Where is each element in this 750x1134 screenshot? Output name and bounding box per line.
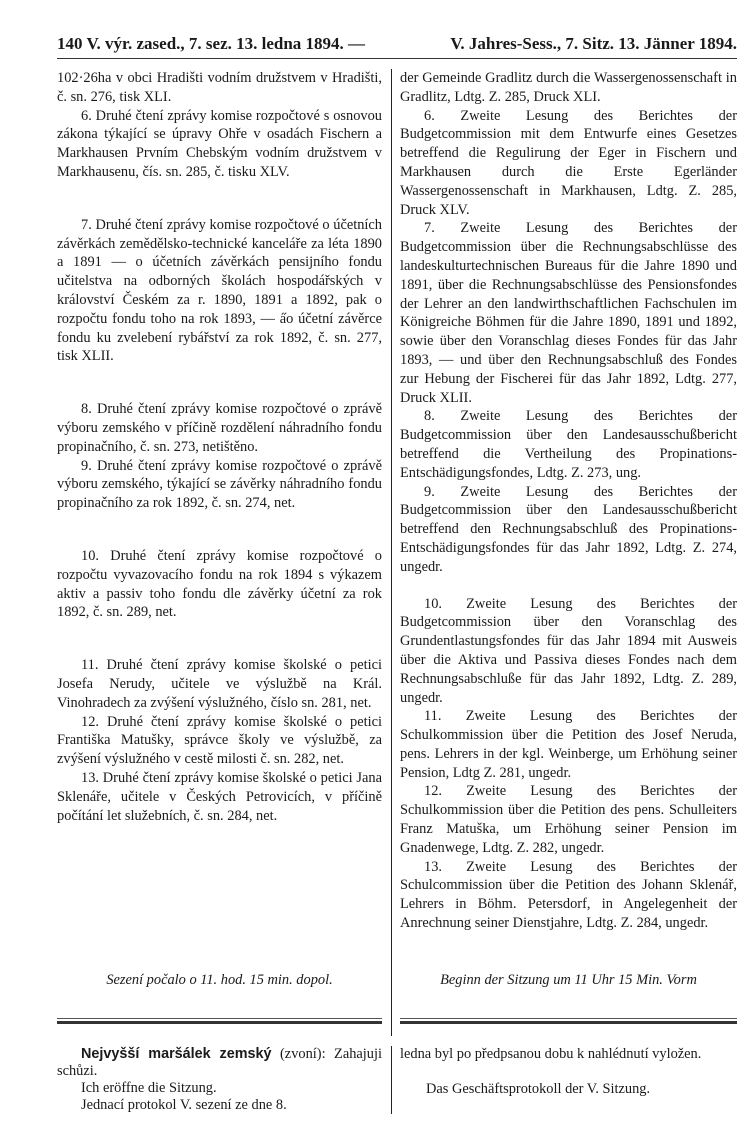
left-column: [57, 69, 382, 1036]
left-item-13: 13. Druhé čtení zprávy komise školské o petici Jana Sklenáře, učitele v Českých Petrovicích, v příčině počítání let služebních, č. sn. 284, net.: [57, 769, 382, 824]
session-start-cz: Sezení počalo o 11. hod. 15 min. dopol.: [106, 971, 333, 988]
right-paragraph-cont: der Gemeinde Gradlitz durch die Wassergenossenschaft in Gradlitz, Ldtg. Z. 285, Druck XLI.: [400, 70, 737, 105]
german-opening: Ich eröffne die Sitzung.: [81, 1079, 217, 1096]
header-czech: 140 V. výr. zased., 7. sez. 13. ledna 1894. —: [57, 34, 366, 53]
page-header: [57, 34, 737, 59]
right-item-8: 8. Zweite Lesung des Berichtes der Budgetcommission über den Landesausschußbericht betreffend die Vertheilung des Propinations-Entschädigungsfondes, Ldtg. Z. 273, ung.: [400, 408, 737, 481]
section-rule-left: [57, 1018, 382, 1024]
right-column: [400, 69, 737, 1036]
right-item-9: 9. Zweite Lesung des Berichtes der Budgetcommission über den Landesausschußbericht betreffend den Rechnungsabschluß des Propinations-Entschädigungsfondes für das Jahr 1892, Ldtg. Z. 274, ungedr.: [400, 483, 737, 575]
left-paragraph-cont: 102·26ha v obci Hradišti vodním družstvem v Hradišti, č. sn. 276, tisk XLI.: [57, 70, 382, 105]
session-start-de: Beginn der Sitzung um 11 Uhr 15 Min. Vorm: [440, 971, 697, 988]
left-item-12: 12. Druhé čtení zprávy komise školské o petici Františka Matušky, správce školy ve výslužbě, za zvýšení výslužného v cestě milosti č. sn. 282, net.: [57, 713, 382, 768]
bottom-section: [57, 1046, 737, 1114]
header-german: V. Jahres-Sess., 7. Sitz. 13. Jänner 1894.: [450, 34, 737, 53]
right-item-12: 12. Zweite Lesung des Berichtes der Schulkommission über die Petition des pens. Schulleiters Franz Matuška, um Erhöhung seiner Pension im Gnadenwege, Ldtg. Z. 282, ungedr.: [400, 783, 737, 856]
bottom-left: [57, 1046, 382, 1114]
right-item-11: 11. Zweite Lesung des Berichtes der Schulkommission über die Petition des Josef Neruda, pens. Lehrers in der kgl. Weinberge, um Erhöhung seiner Pension, Ldtg Z. 281, ungedr.: [400, 708, 737, 781]
right-item-6: 6. Zweite Lesung des Berichtes der Budgetcommission mit dem Entwurfe eines Gesetzes betreffend die Regulirung der Eger in Fischern und Markhausen durch die Erste Egerländer Wassergenossenschaft in Markhausen, Ldtg. Z. 285, Druck XLV.: [400, 107, 737, 218]
left-item-10: 10. Druhé čtení zprávy komise rozpočtové o rozpočtu vyvazovacího fondu na rok 1894 s výkazem aktiv a passiv toho fondu dle závěrky účetní za rok 1892, č. sn. 289, net.: [57, 547, 382, 621]
right-item-13: 13. Zweite Lesung des Berichtes der Schulcommission über die Petition des Johann Sklenář, Lehrers in Böhm. Petersdorf, in Angelegenheit der Anrechnung seiner Dienstjahre, Ldtg. Z. 284, ungedr.: [400, 858, 737, 932]
bottom-right: [400, 1046, 737, 1114]
left-item-6: 6. Druhé čtení zprávy komise rozpočtové s osnovou zákona týkající se úpravy Ohře v osadách Fischern a Markhausen Prvním Chebským vodním družstvem v Markhausenu, čís. sn. 285, č. tisku XLV.: [57, 107, 382, 180]
speaker-action: (zvoní): Zahajuji schůzi.: [57, 1045, 382, 1079]
section-rule-right: [400, 1018, 737, 1024]
left-item-7: 7. Druhé čtení zprávy komise rozpočtové o účetních závěrkách zemědělsko-technické kanceláře za léta 1890 a 1891 — o účetních závěrkách pensijního fondu učitelstva na odborných školách hospodářských v království Českém za r. 1890, 1891 a 1892, pak o rozpočtu fondu toho na rok 1893, — a̋o účetní závěrce fondu ku zvelebení rybářství za rok 1892, č. sn. 277, tisk XLII.: [57, 216, 382, 365]
left-item-9: 9. Druhé čtení zprávy komise rozpočtové o zprávě výboru zemského, týkající se závěrky náhradního fondu propinačního za rok 1892, č. sn. 274, net.: [57, 457, 382, 512]
left-item-8: 8. Druhé čtení zprávy komise rozpočtové o zprávě výboru zemského v příčině rozdělení náhradního fondu propinačního, č. sn. 273, netištěno.: [57, 401, 382, 455]
right-item-10: 10. Zweite Lesung des Berichtes der Budgetcommission über den Voranschlag des Grundentlastungsfondes für das Jahr 1894 mit Ausweis über die Aktiva und Passiva dieses Fondes nach dem Rechnungsabschluße für das Jahr 1892, Ldtg. Z. 289, ungedr.: [400, 595, 737, 706]
two-column-body: [57, 69, 737, 1036]
left-spacer: [57, 825, 382, 933]
speaker-name: Nejvyšší maršálek zemský: [81, 1045, 272, 1062]
protocol-de: Das Geschäftsprotokoll der V. Sitzung.: [426, 1080, 651, 1097]
speaker-paragraph: [57, 1046, 382, 1080]
left-item-11: 11. Druhé čtení zprávy komise školské o petici Josefa Nerudy, učitele ve výslužbě na Král. Vinohradech za zvýšení výslužného, číslo sn. 281, net.: [57, 657, 382, 711]
right-item-7: 7. Zweite Lesung des Berichtes der Budgetcommission über die Rechnungsabschlüsse des landeskulturtechnischen Bureaus für die Jahre 1890 und 1891, über die Rechnungsabschlüsse des Pensionsfondes der Lehrer an den landwirthschaftlichen Fachschulen im Königreiche Böhmen für die Jahre 1890, 1891 und 1892, sowie über den Voranschlag dieses Fondes für das Jahr 1893, — und über den Rechnungsabschluß des Fondes zur Hebung der Fischerei für das Jahr 1892, Ldtg. 277, Druck XLII.: [400, 220, 737, 406]
protocol-cz-continued: ledna byl po předpsanou dobu k nahlédnutí vyložen.: [400, 1045, 702, 1062]
protocol-cz: Jednací protokol V. sezení ze dne 8.: [81, 1096, 287, 1113]
